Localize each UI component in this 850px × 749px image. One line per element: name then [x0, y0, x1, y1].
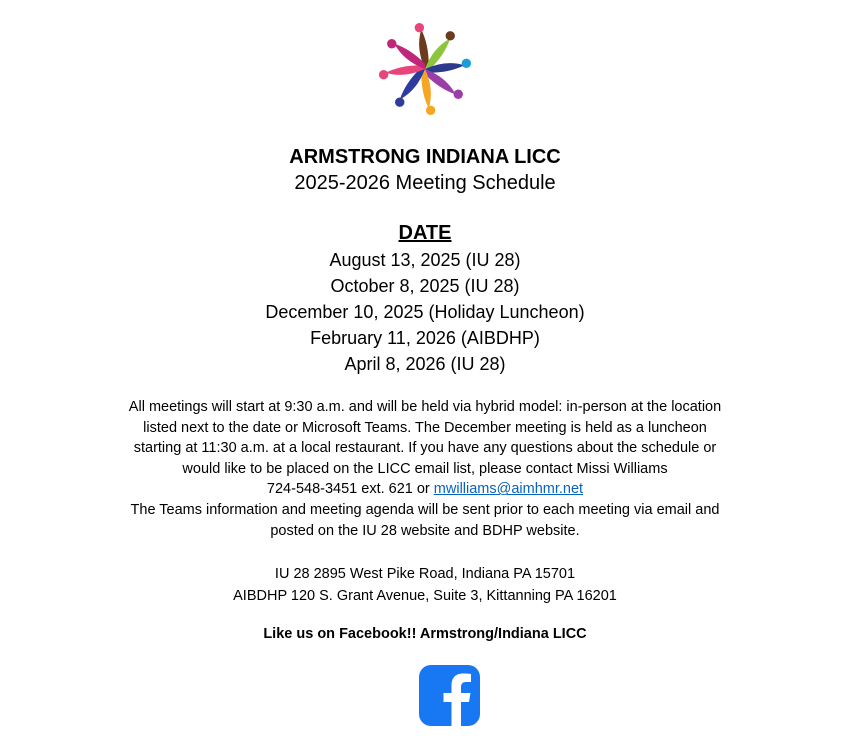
date-heading: DATE: [398, 222, 452, 244]
meeting-date: October 8, 2025 (IU 28): [330, 276, 520, 296]
contact-phone: 724-548-3451 ext. 621 or: [266, 481, 430, 498]
info-line: listed next to the date or Microsoft Teams. The December meeting is held as a luncheon: [143, 419, 707, 436]
info-line: starting at 11:30 a.m. at a local restaurant. If you have any questions about the schedule or: [133, 440, 717, 457]
address-block: [0, 563, 850, 607]
address-line: AIBDHP 120 S. Grant Avenue, Suite 3, Kittanning PA 16201: [233, 588, 617, 604]
info-line: All meetings will start at 9:30 a.m. and will be held via hybrid model: in-person at the location: [128, 399, 722, 415]
meeting-date: February 11, 2026 (AIBDHP): [310, 328, 540, 348]
address-line: IU 28 2895 West Pike Road, Indiana PA 15701: [274, 566, 576, 582]
meeting-date: December 10, 2025 (Holiday Luncheon): [265, 302, 585, 322]
facebook-callout: Like us on Facebook!! Armstrong/Indiana LICC: [263, 626, 587, 642]
email-link[interactable]: mwilliams@aimhmr.net: [433, 481, 584, 498]
organization-title: ARMSTRONG INDIANA LICC: [289, 146, 561, 168]
meeting-date-list: [0, 247, 850, 377]
facebook-icon[interactable]: [419, 665, 480, 726]
info-line: posted on the IU 28 website and BDHP website.: [270, 522, 580, 539]
licc-logo-icon: [378, 22, 472, 116]
meeting-date: August 13, 2025 (IU 28): [329, 250, 521, 270]
contact-line: [100, 479, 750, 500]
meeting-date: April 8, 2026 (IU 28): [344, 354, 506, 374]
meeting-info-paragraph: [100, 397, 750, 541]
info-line: The Teams information and meeting agenda will be sent prior to each meeting via email and: [130, 501, 720, 518]
schedule-title: 2025-2026 Meeting Schedule: [294, 172, 556, 194]
info-line: would like to be placed on the LICC email list, please contact Missi Williams: [182, 460, 668, 477]
